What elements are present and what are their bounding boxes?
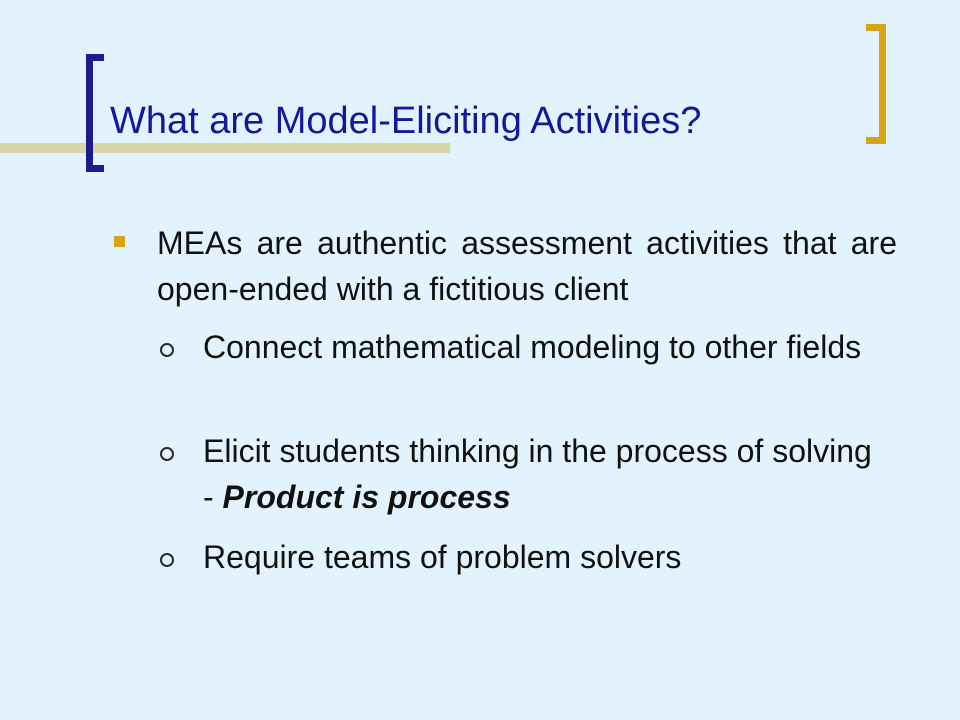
main-bullet-text: MEAs are authentic assessment activities that are open-ended with a fictitious client [157,225,897,307]
hollow-circle-bullet-icon [160,447,174,461]
left-bracket-decoration [86,54,104,172]
sub-bullet-text-3: Require teams of problem solvers [203,539,682,575]
sub-bullet-text-2 [203,428,883,520]
hollow-circle-bullet-icon [160,553,174,567]
sub-bullet-text-2-emphasis: Product is process [222,479,511,515]
right-bracket-decoration [866,24,886,144]
sub-bullet-text-2-plain: Elicit students thinking in the process of solving - [203,433,872,515]
sub-bullet-text-1: Connect mathematical modeling to other fields [203,329,862,365]
hollow-circle-bullet-icon [160,343,174,357]
square-bullet-icon [114,236,125,247]
slide-title: What are Model-Eliciting Activities? [110,100,702,142]
title-rule [0,143,450,153]
